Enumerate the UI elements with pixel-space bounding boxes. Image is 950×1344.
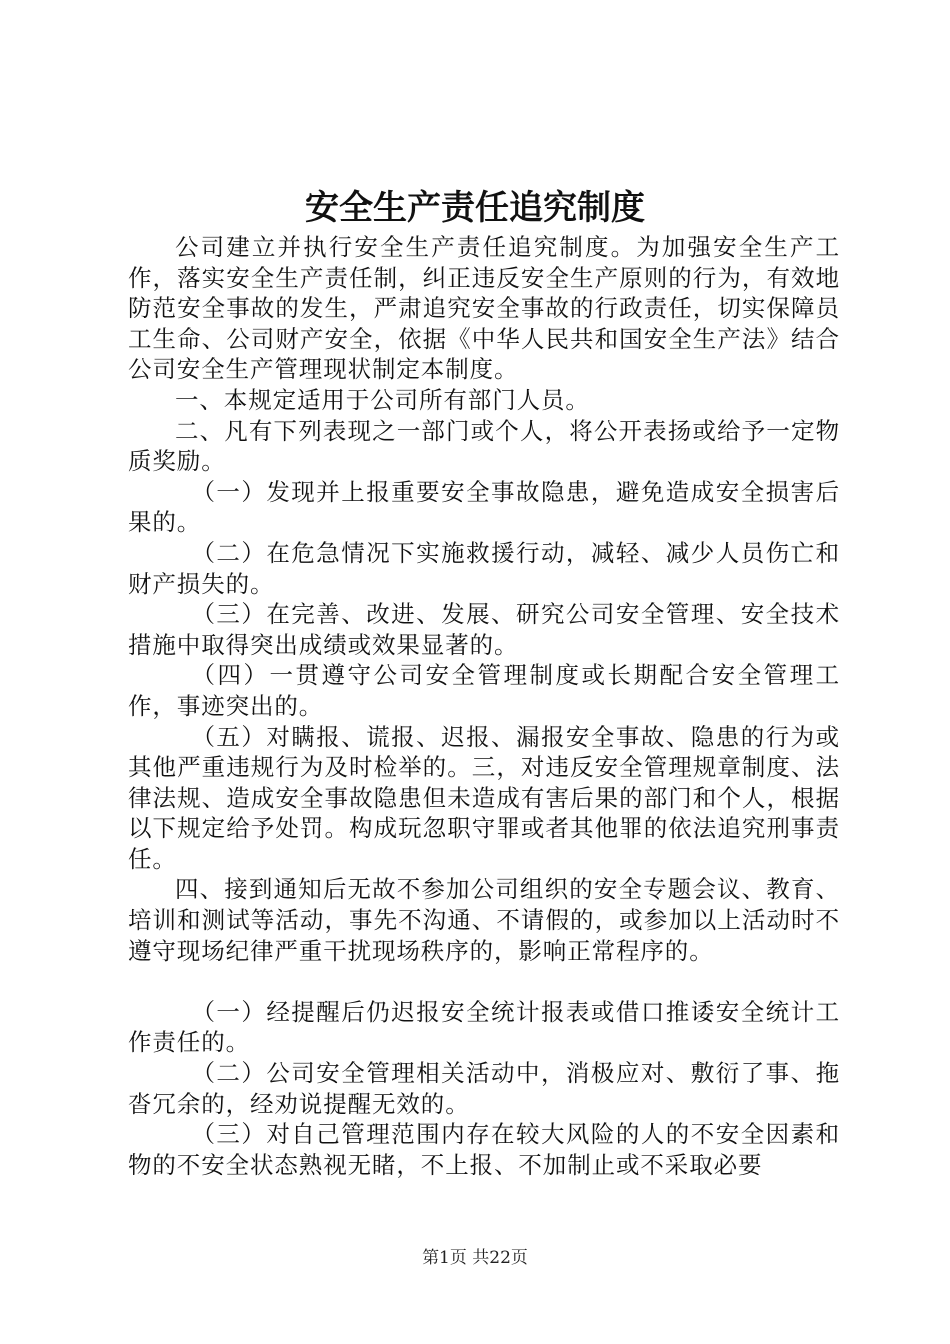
paragraph-reward-item-1: （一）发现并上报重要安全事故隐患，避免造成安全损害后果的。 [128,477,840,537]
paragraph-penalty-item-1: （一）经提醒后仍迟报安全统计报表或借口推诿安全统计工作责任的。 [128,997,840,1057]
paragraph-reward-item-5: （五）对瞒报、谎报、迟报、漏报安全事故、隐患的行为或其他严重违规行为及时检举的。三，对违反安全管理规章制度、法律法规、造成安全事故隐患但未造成有害后果的部门和个人，根据以下规定给予处罚。构成玩忽职守罪或者其他罪的依法追究刑事责任。 [128,722,840,873]
paragraph-rewards: 二、凡有下列表现之一部门或个人，将公开表扬或给予一定物质奖励。 [128,416,840,476]
paragraph-penalty-item-3: （三）对自己管理范围内存在较大风险的人的不安全因素和物的不安全状态熟视无睹，不上报、不加制止或不采取必要 [128,1120,840,1179]
paragraph-scope: 一、本规定适用于公司所有部门人员。 [175,385,590,414]
paragraph-reward-item-3: （三）在完善、改进、发展、研究公司安全管理、安全技术措施中取得突出成绩或效果显著的。 [128,600,840,659]
paragraph-reward-item-4: （四）一贯遵守公司安全管理制度或长期配合安全管理工作，事迹突出的。 [128,661,840,720]
paragraph-gap [128,966,840,997]
paragraph-intro: 公司建立并执行安全生产责任追究制度。为加强安全生产工作，落实安全生产责任制，纠正违反安全生产原则的行为，有效地防范安全事故的发生，严肃追究安全事故的行政责任，切实保障员工生命、公司财产安全，依据《中华人民共和国安全生产法》结合公司安全生产管理现状制定本制度。 [128,233,840,384]
page-title: 安全生产责任追究制度 [305,188,645,228]
paragraph-penalty-item-2: （二）公司安全管理相关活动中，消极应对、敷衍了事、拖沓冗余的，经劝说提醒无效的。 [128,1059,840,1118]
document-body [128,232,840,1180]
paragraph-reward-item-2: （二）在危急情况下实施救援行动，减轻、减少人员伤亡和财产损失的。 [128,538,840,598]
page-footer: 第1页 共22页 [422,1248,528,1268]
paragraph-section-4: 四、接到通知后无故不参加公司组织的安全专题会议、教育、培训和测试等活动，事先不沟通、不请假的，或参加以上活动时不遵守现场纪律严重干扰现场秩序的，影响正常程序的。 [128,875,840,965]
